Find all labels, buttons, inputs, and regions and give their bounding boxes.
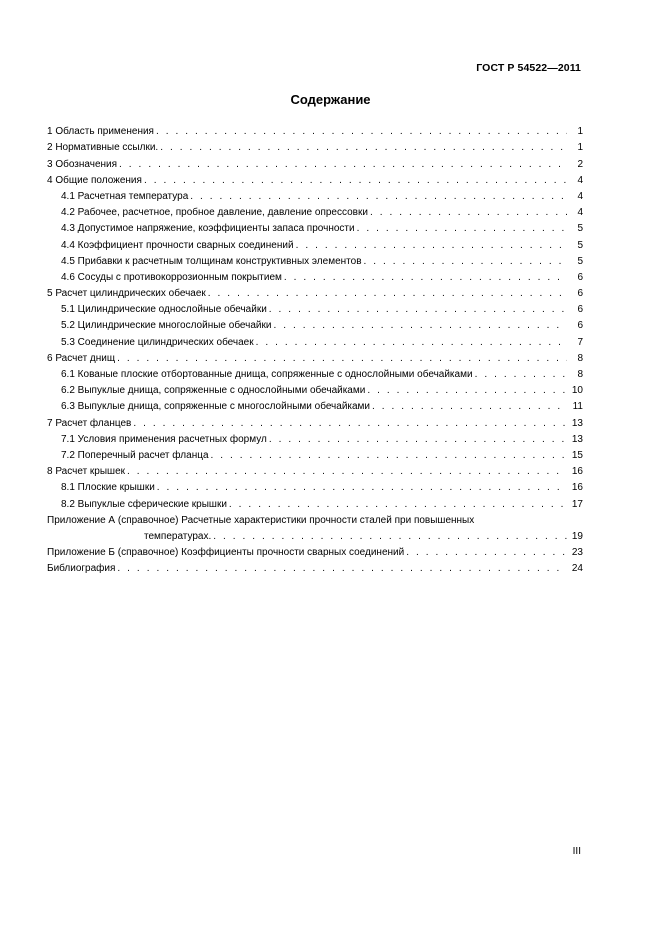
- toc-entry-page: 13: [571, 417, 583, 429]
- toc-entry-page: 24: [571, 563, 583, 575]
- toc-entry-leader: [117, 353, 567, 364]
- toc-entry-page: 11: [572, 401, 583, 413]
- toc-entry-leader: [372, 401, 567, 412]
- toc-entry[interactable]: [47, 170, 583, 186]
- toc-entry[interactable]: [47, 412, 583, 428]
- toc-entry-label: Приложение Б (справочное) Коэффициенты прочности сварных соединений: [47, 547, 405, 559]
- toc-entry[interactable]: [47, 121, 583, 137]
- toc-entry-label: 8.1 Плоские крышки: [61, 482, 155, 494]
- toc-entry-leader: [208, 288, 567, 299]
- toc-entry-page: 16: [571, 466, 583, 478]
- toc-entry[interactable]: [47, 445, 583, 461]
- toc-entry[interactable]: [47, 234, 583, 250]
- toc-entry-leader: [213, 531, 567, 542]
- toc-entry-page: 4: [577, 174, 583, 186]
- toc-entry-label: 2 Нормативные ссылки.: [47, 142, 159, 154]
- toc-entry-label: температурах.: [144, 530, 212, 542]
- toc-entry-label: 6.1 Кованые плоские отбортованные днища, сопряженные с однослойными обечайками: [61, 369, 473, 380]
- toc-entry-label: 6.2 Выпуклые днища, сопряженные с однослойными обечайками: [61, 385, 366, 397]
- toc-entry-leader: [367, 385, 567, 396]
- standard-designation: ГОСТ Р 54522—2011: [476, 62, 581, 74]
- toc-entry[interactable]: [47, 364, 583, 380]
- toc-entry-label: 4.1 Расчетная температура: [61, 190, 189, 202]
- toc-entry-leader: [406, 547, 567, 558]
- page-number: III: [572, 846, 581, 857]
- toc-entry-label: 4.6 Сосуды с противокоррозионным покрытием: [61, 271, 282, 283]
- toc-entry[interactable]: [47, 429, 583, 445]
- toc-entry-page: 1: [577, 126, 583, 138]
- toc-entry-page: 1: [577, 142, 583, 154]
- toc-entry[interactable]: [47, 283, 583, 299]
- toc-entry-label: 7 Расчет фланцев: [47, 417, 132, 429]
- toc-entry-leader: [117, 563, 567, 574]
- toc-entry-page: 13: [571, 433, 583, 445]
- toc-entry-page: 5: [577, 255, 583, 267]
- toc-entry-page: 2: [577, 158, 583, 170]
- toc-entry-appendix-a-title: Приложение А (справочное) Расчетные характеристики прочности сталей при повышенных: [47, 514, 475, 526]
- toc-entry-page: 19: [571, 530, 583, 542]
- toc-entry-page: 5: [577, 223, 583, 235]
- toc-entry-appendix-a-continuation: [47, 526, 583, 542]
- toc-entry-label: 7.1 Условия применения расчетных формул: [61, 433, 267, 445]
- toc-entry-page: 23: [571, 547, 583, 559]
- toc-entry-page: 4: [577, 190, 583, 202]
- toc-entry-page: 6: [577, 288, 583, 300]
- toc-entry[interactable]: [47, 251, 583, 267]
- toc-entry-label: 8.2 Выпуклые сферические крышки: [61, 498, 227, 510]
- toc-entry-label: 6.3 Выпуклые днища, сопряженные с многослойными обечайками: [61, 401, 371, 413]
- toc-entry-page: 6: [577, 304, 583, 316]
- toc-entry-leader: [156, 126, 567, 137]
- toc-entry[interactable]: [47, 380, 583, 396]
- toc-entry-page: 5: [577, 239, 583, 251]
- toc-entry-label: 7.2 Поперечный расчет фланца: [61, 449, 209, 461]
- toc-entry-leader: [211, 450, 567, 461]
- toc-entry[interactable]: [47, 461, 583, 477]
- toc-entry-label: 4.4 Коэффициент прочности сварных соединений: [61, 239, 294, 251]
- toc-title: Содержание: [290, 92, 371, 107]
- toc-entry-label: 4.3 Допустимое напряжение, коэффициенты запаса прочности: [61, 223, 355, 235]
- toc-entry-page: 16: [571, 482, 583, 494]
- toc-entry-label: 8 Расчет крышек: [47, 466, 126, 478]
- toc-entry-page: 17: [571, 498, 583, 510]
- toc-entry-leader: [119, 159, 567, 170]
- toc-entry-appendix-a[interactable]: [47, 510, 583, 542]
- toc-entry[interactable]: [47, 267, 583, 283]
- toc-entry-label: 5.3 Соединение цилиндрических обечаек: [61, 336, 254, 348]
- table-of-contents: [47, 121, 583, 574]
- toc-entry-label: 5.2 Цилиндрические многослойные обечайки: [61, 320, 272, 332]
- toc-entry[interactable]: [47, 299, 583, 315]
- toc-entry-label: 3 Обозначения: [47, 158, 118, 170]
- toc-entry[interactable]: [47, 218, 583, 234]
- toc-entry[interactable]: [47, 137, 583, 153]
- toc-entry-page: 4: [577, 207, 583, 219]
- toc-entry[interactable]: [47, 186, 583, 202]
- toc-entry-leader: [256, 337, 567, 348]
- toc-entry[interactable]: [47, 542, 583, 558]
- toc-entry[interactable]: [47, 493, 583, 509]
- toc-entry-leader: [160, 142, 567, 153]
- toc-entry-page: 8: [577, 352, 583, 364]
- toc-entry-label: 4.5 Прибавки к расчетным толщинам конструктивных элементов: [61, 255, 362, 267]
- toc-entry-page: 6: [577, 320, 583, 332]
- toc-entry[interactable]: [47, 315, 583, 331]
- toc-entry-label: 5.1 Цилиндрические однослойные обечайки: [61, 304, 267, 316]
- toc-entry-leader: [273, 320, 567, 331]
- toc-main-entries: [47, 121, 583, 510]
- toc-entry-label: 5 Расчет цилиндрических обечаек: [47, 288, 206, 300]
- toc-entry-leader: [269, 304, 567, 315]
- toc-entry-leader: [229, 499, 567, 510]
- toc-entry[interactable]: [47, 477, 583, 493]
- toc-entry[interactable]: [47, 331, 583, 347]
- toc-entry[interactable]: [47, 348, 583, 364]
- toc-entry-label: 1 Область применения: [47, 126, 154, 138]
- toc-entry-page: 10: [571, 385, 583, 397]
- toc-entry-leader: [475, 369, 567, 380]
- toc-entry[interactable]: [47, 396, 583, 412]
- toc-entry-leader: [269, 434, 567, 445]
- toc-entry-label: Библиография: [47, 563, 116, 575]
- toc-entry-leader: [370, 207, 567, 218]
- toc-entry[interactable]: [47, 202, 583, 218]
- toc-entry-page: 7: [577, 336, 583, 348]
- toc-entry-label: 4 Общие положения: [47, 174, 142, 186]
- toc-entry-leader: [364, 256, 567, 267]
- toc-entry-label: 6 Расчет днищ: [47, 352, 116, 364]
- toc-entry-leader: [144, 175, 567, 186]
- toc-entry-page: 15: [571, 449, 583, 461]
- toc-entry[interactable]: [47, 558, 583, 574]
- toc-entry[interactable]: [47, 153, 583, 169]
- toc-entry-leader: [190, 191, 567, 202]
- toc-entry-page: 8: [577, 369, 583, 380]
- toc-entry-leader: [284, 272, 567, 283]
- toc-entry-leader: [157, 482, 567, 493]
- toc-entry-leader: [357, 223, 567, 234]
- toc-entry-page: 6: [577, 271, 583, 283]
- toc-trailing-entries: [47, 542, 583, 574]
- toc-entry-leader: [133, 418, 567, 429]
- toc-entry-leader: [127, 466, 567, 477]
- toc-entry-leader: [296, 240, 567, 251]
- toc-entry-label: 4.2 Рабочее, расчетное, пробное давление, давление опрессовки: [61, 207, 368, 219]
